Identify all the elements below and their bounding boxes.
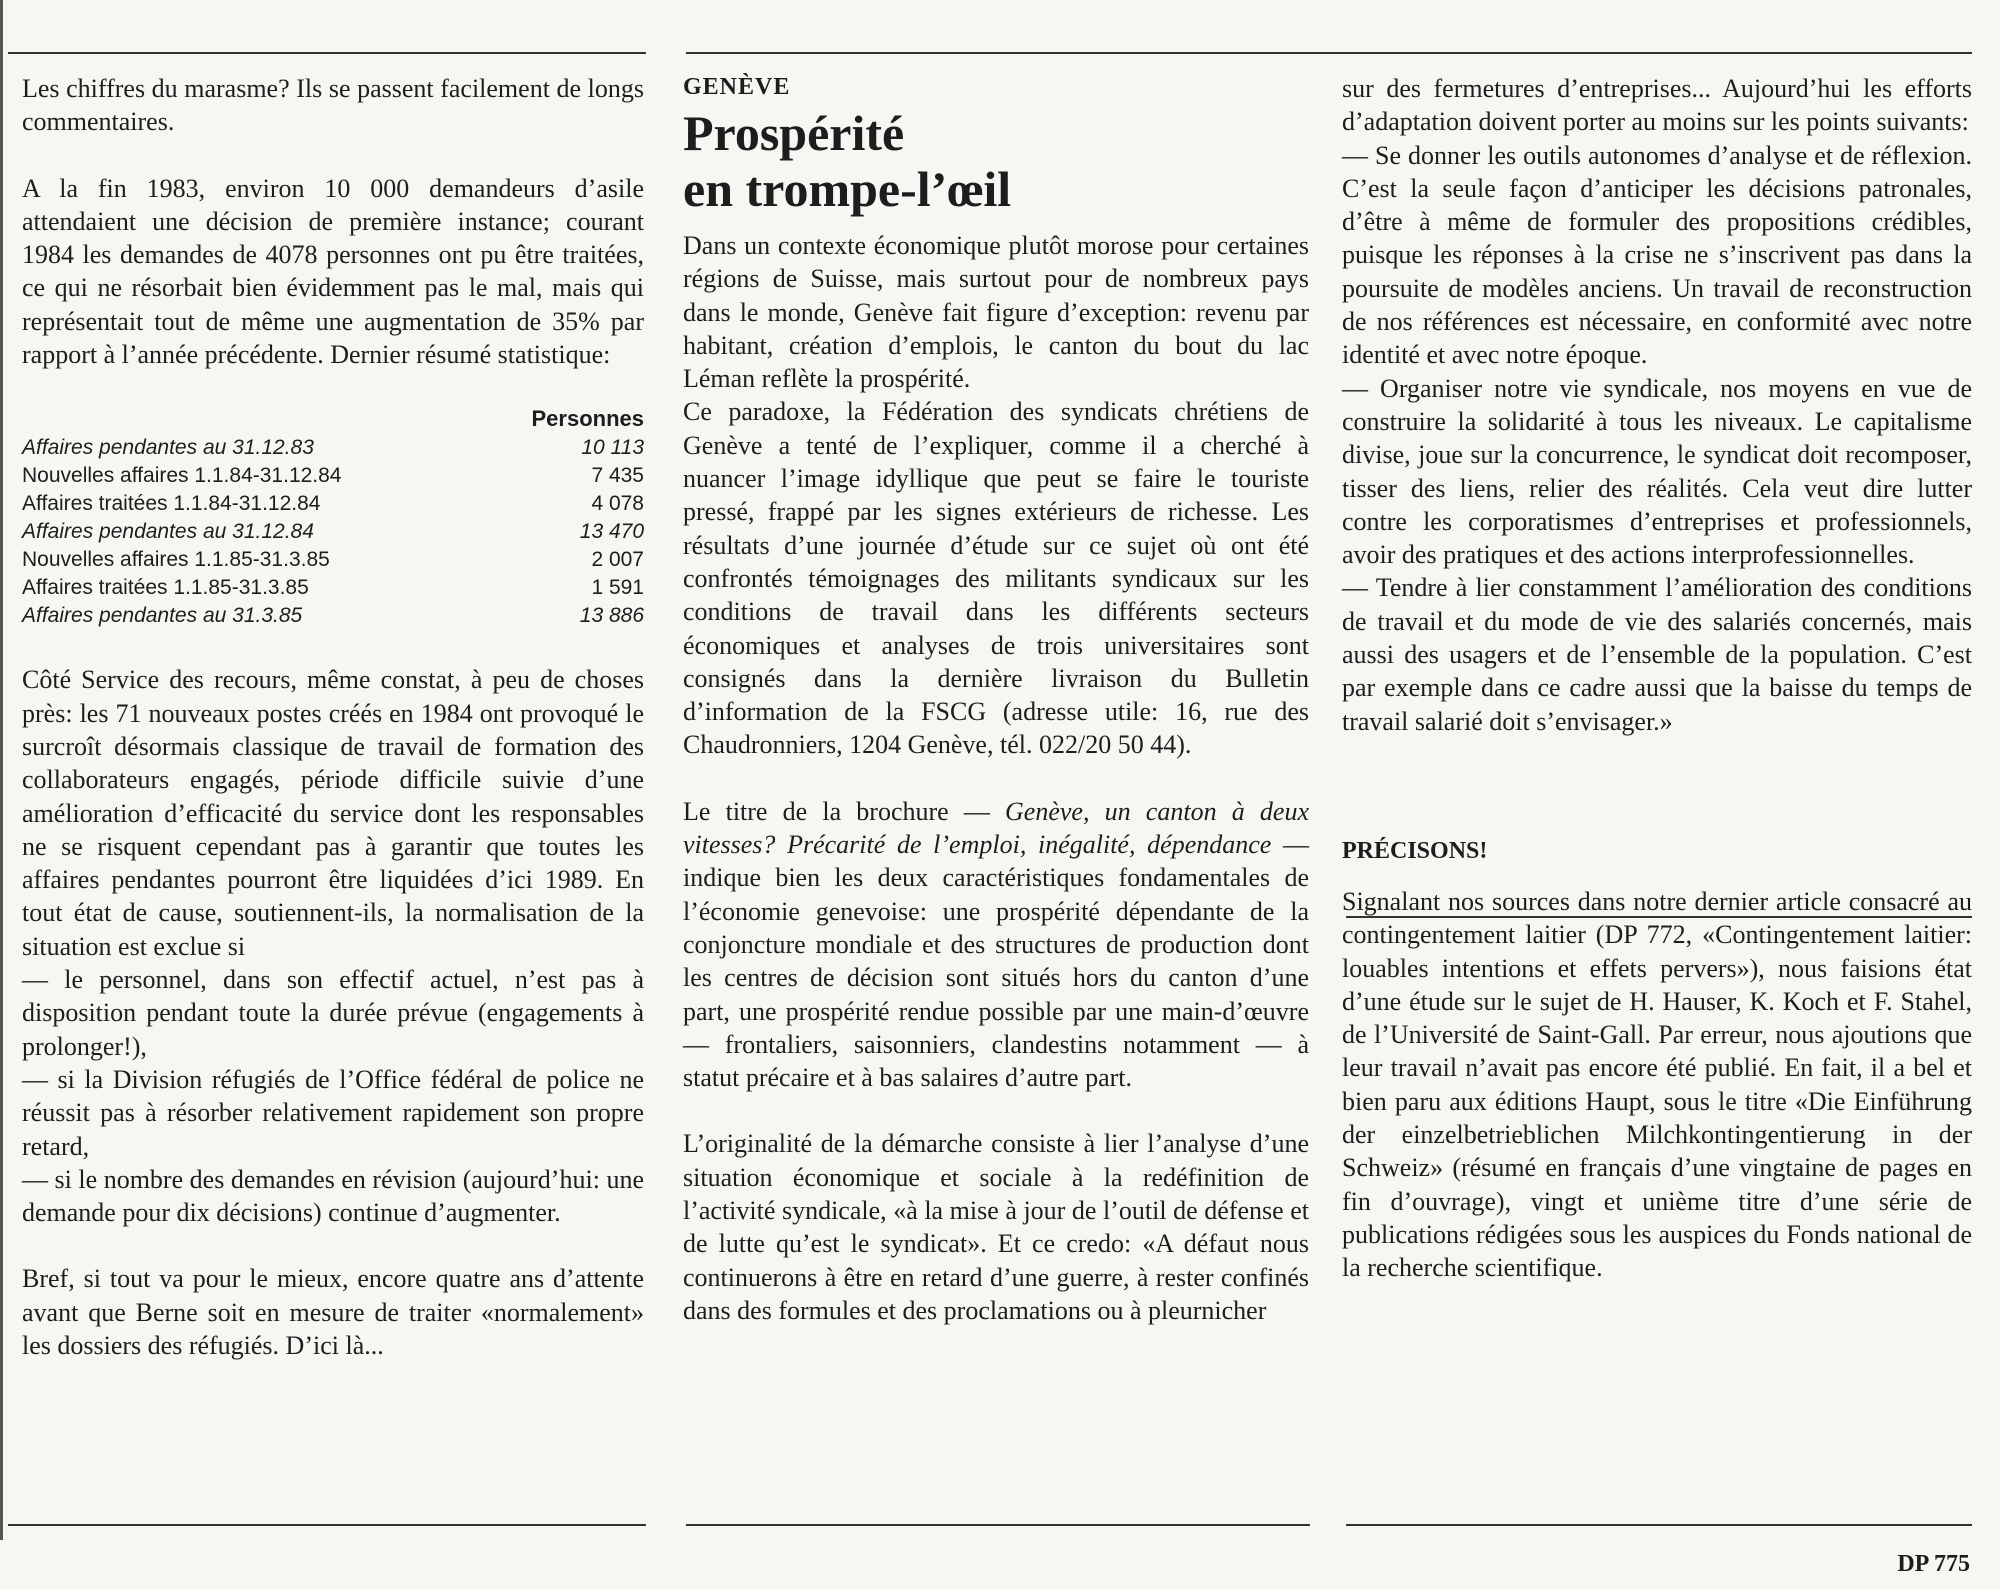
brochure-title: Genève, un canton à deux vitesses? Précarité de l’emploi, inégalité, dépendance [683, 796, 1309, 860]
paragraph: — le personnel, dans son effectif actuel, n’est pas à disposition pendant toute la durée prévue (engagements à prolonger!), [22, 965, 644, 1061]
row-label: Affaires traitées 1.1.85-31.3.85 [22, 576, 309, 600]
paragraph: — si la Division réfugiés de l’Office fédéral de police ne réussit pas à résorber relativement rapidement son propre retard, [22, 1064, 644, 1161]
statistics-table [22, 404, 644, 630]
text-run: — indique bien les deux caractéristiques fondamentales de l’économie genevoise: une prospérité dépendante de la conjoncture mondiale et des structures de production dont les centres de décision sont situés hors du canton d’une part, une prospérité rendue possible par une main-d’œuvre — frontaliers, saisonniers, clandestins notamment — à statut précaire et à bas salaires d’autre part. [683, 830, 1310, 1093]
row-value: 13 470 [579, 520, 644, 544]
top-rule-col1 [8, 52, 646, 54]
row-label: Affaires pendantes au 31.12.83 [22, 436, 314, 460]
paragraph: A la fin 1983, environ 10 000 demandeurs d’asile attendaient une décision de première instance; courant 1984 les demandes de 4078 personnes ont pu être traitées, ce qui ne résorbait bien évidemment pas le mal, mais qui représentait tout de même une augmentation de 35% par rapport à l’année précédente. Dernier résumé statistique: [22, 173, 644, 370]
table-row [22, 546, 644, 574]
row-label: Nouvelles affaires 1.1.85-31.3.85 [22, 548, 330, 572]
paragraph: Côté Service des recours, même constat, à peu de choses près: les 71 nouveaux postes créés en 1984 ont provoqué le surcroît désormais classique de travail de formation des collaborateurs engagés, période difficile suivie d’une amélioration d’efficacité du service dont les responsables ne se risquent cependant pas à garantir que toutes les affaires pendantes pourront être liquidées d’ici 1989. En tout état de cause, soutiennent-ils, la normalisation de la situation est exclue si [22, 665, 644, 961]
headline-line: en trompe-l’œil [683, 161, 1012, 217]
paragraph [683, 795, 1309, 1095]
paragraph: sur des fermetures d’entreprises... Aujourd’hui les efforts d’adaptation doivent porter au moins sur les points suivants: [1342, 74, 1972, 137]
table-header: Personnes [531, 406, 644, 432]
section-subhead: PRÉCISONS! [1342, 837, 1488, 864]
paragraph: — Organiser notre vie syndicale, nos moyens en vue de construire la solidarité à tous les niveaux. Le capitalisme divise, joue sur la concurrence, le syndicat doit recomposer, tisser des liens, relier des réalités. Cela veut dire lutter contre les corporatismes d’entreprises et professionnels, avoir des pratiques et des actions interprofessionnelles. [1342, 373, 1972, 570]
row-value: 13 886 [579, 604, 644, 628]
paragraph: Signalant nos sources dans notre dernier article consacré au contingentement laitier (DP 772, «Contingentement laitier: louables intentions et effets pervers»), nous faisions état d’une étude sur le sujet de H. Hauser, K. Koch et F. Stahel, de l’Université de Saint-Gall. Par erreur, nous ajoutions que leur travail n’avait pas encore été publié. En fait, il a bel et bien paru aux éditions Haupt, sous le titre «Die Einführung der einzelbetrieblichen Milchkontingentierung in der Schweiz» (résumé en français d’une vingtaine de pages en fin d’ouvrage), vingt et unième titre d’une série de publications rédigées sous les auspices du Fonds national de la recherche scientifique. [1342, 886, 1972, 1283]
article-headline [683, 105, 1309, 217]
paragraph: Les chiffres du marasme? Ils se passent facilement de longs commentaires. [22, 74, 644, 137]
row-label: Nouvelles affaires 1.1.84-31.12.84 [22, 464, 342, 488]
paragraph: — Se donner les outils autonomes d’analyse et de réflexion. C’est la seule façon d’anticiper les décisions patronales, d’être à même de formuler des propositions crédibles, puisque les réponses à la crise ne s’inscrivent pas dans la poursuite de modèles anciens. Un travail de reconstruction de nos références est nécessaire, en conformité avec notre identité et avec notre époque. [1342, 140, 1972, 370]
column-3 [1342, 72, 1972, 1530]
row-value: 2 007 [591, 548, 644, 572]
headline-line: Prospérité [683, 105, 905, 161]
table-row [22, 490, 644, 518]
paragraph: — si le nombre des demandes en révision (aujourd’hui: une demande pour dix décisions) continue d’augmenter. [22, 1164, 644, 1228]
row-label: Affaires pendantes au 31.12.84 [22, 520, 314, 544]
table-row [22, 434, 644, 462]
page-folio: DP 775 [1897, 1551, 1970, 1577]
article-kicker: GENÈVE [683, 74, 791, 100]
paragraph: L’originalité de la démarche consiste à lier l’analyse d’une situation économique et sociale à la redéfinition de l’activité syndicale, «à la mise à jour de l’outil de défense et de lutte qu’est le syndicat». Et ce credo: «A défaut nous continuerons à être en retard d’une guerre, à rester confinés dans des formules et des proclamations ou à pleurnicher [683, 1129, 1309, 1325]
row-value: 4 078 [591, 492, 644, 516]
text-run: Le titre de la brochure — [683, 796, 1006, 826]
page-left-edge [0, 0, 3, 1540]
column-2 [683, 74, 1309, 1530]
paragraph: Dans un contexte économique plutôt morose pour certaines régions de Suisse, mais surtout pour de nombreux pays dans le monde, Genève fait figure d’exception: revenu par habitant, création d’emplois, le canton du bout du lac Léman reflète la prospérité. [683, 231, 1309, 394]
paragraph: Bref, si tout va pour le mieux, encore quatre ans d’attente avant que Berne soit en mesure de traiter «normalement» les dossiers des réfugiés. D’ici là... [22, 1264, 644, 1361]
column-1 [22, 72, 644, 1530]
row-value: 7 435 [591, 464, 644, 488]
paragraph: — Tendre à lier constamment l’amélioration des conditions de travail et du mode de vie des salariés concernés, mais aussi des usagers et de l’ensemble de la population. C’est par exemple dans ce cadre aussi que la baisse du temps de travail salarié doit s’envisager.» [1342, 573, 1972, 736]
row-value: 10 113 [581, 436, 644, 460]
table-row [22, 574, 644, 602]
row-value: 1 591 [591, 576, 644, 600]
table-row [22, 518, 644, 546]
table-row [22, 602, 644, 630]
paragraph: Ce paradoxe, la Fédération des syndicats chrétiens de Genève a tenté de l’expliquer, comme il a cherché à nuancer l’image idyllique que peut se faire le touriste pressé, frappé par les signes extérieurs de richesse. Les résultats d’une journée d’étude sur ce sujet où ont été confrontés témoignages des militants syndicaux sur les conditions de travail dans les différents secteurs économiques et analyses de trois universitaires sont consignés dans la dernière livraison du Bulletin d’information de la FSCG (adresse utile: 16, rue des Chaudronniers, 1204 Genève, tél. 022/20 50 44). [683, 397, 1309, 760]
top-rule-col2 [686, 52, 1972, 54]
table-row [22, 462, 644, 490]
row-label: Affaires traitées 1.1.84-31.12.84 [22, 492, 321, 516]
row-label: Affaires pendantes au 31.3.85 [22, 604, 303, 628]
